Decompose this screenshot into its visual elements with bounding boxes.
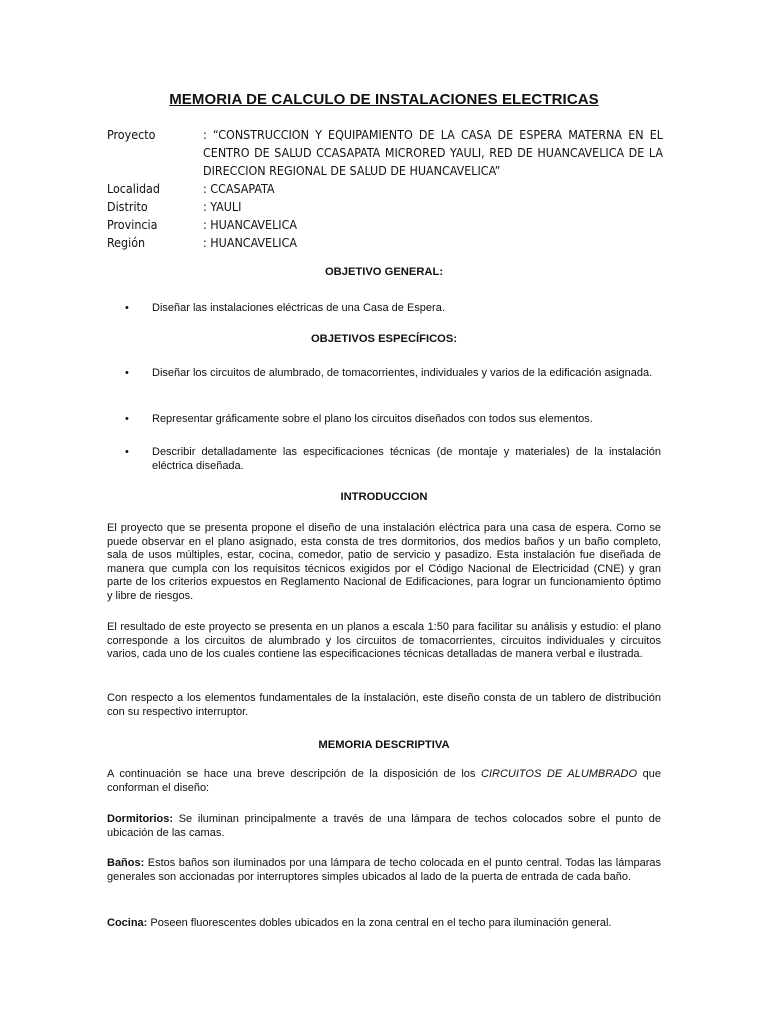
list-item-text: Representar gráficamente sobre el plano los circuitos diseñados con todos sus elementos.	[152, 413, 593, 425]
localidad-row	[107, 180, 663, 198]
provincia-row	[107, 216, 663, 234]
list-item-text: Describir detalladamente las especificaciones técnicas (de montaje y materiales) de la instalación eléctrica diseñada.	[152, 446, 661, 472]
list-item	[125, 446, 661, 473]
paragraph: A continuación se hace una breve descripción de la disposición de los CIRCUITOS DE ALUMBRADO que conforman el diseño:	[107, 768, 661, 794]
project-label: Proyecto	[107, 127, 156, 142]
region-label: Región	[107, 235, 146, 250]
introduccion-heading: INTRODUCCION	[340, 491, 428, 503]
description-item-cocina	[107, 917, 661, 931]
list-item	[125, 367, 661, 381]
provincia-value: : HUANCAVELICA	[203, 217, 297, 232]
paragraph: Con respecto a los elementos fundamentales de la instalación, este diseño consta de un tablero de distribución con su respectivo interruptor.	[107, 692, 661, 718]
list-item	[125, 302, 661, 316]
provincia-label: Provincia	[107, 217, 158, 232]
objetivos-especificos-heading: OBJETIVOS ESPECÍFICOS:	[310, 333, 458, 345]
distrito-value: : YAULI	[203, 199, 242, 214]
distrito-row	[107, 198, 663, 216]
list-item-text: Diseñar los circuitos de alumbrado, de tomacorrientes, individuales y varios de la edificación asignada.	[152, 367, 653, 379]
region-row	[107, 234, 663, 252]
project-value: : “CONSTRUCCION Y EQUIPAMIENTO DE LA CASA DE ESPERA MATERNA EN EL CENTRO DE SALUD CCASAPATA MICRORED YAULI, RED DE HUANCAVELICA DE LA DIRECCION REGIONAL DE SALUD DE HUANCAVELICA”	[203, 127, 663, 178]
bullet-icon: •	[125, 446, 129, 458]
item-text: Estos baños son iluminados por una lámpara de techo colocada en el punto central. Todas las lámparas generales son accionadas por interruptores simples ubicados al lado de la puerta de entrada de cada baño.	[107, 857, 661, 883]
bullet-icon: •	[125, 302, 129, 314]
description-item-banos	[107, 857, 661, 884]
paragraph: El proyecto que se presenta propone el diseño de una instalación eléctrica para una casa de espera. Como se puede observar en el plano asignado, esta consta de tres dormitorios, dos medios baños y un baño completo, sala de usos múltiples, estar, cocina, comedor, patio de servicio y pasadizo. Esta instalación fue diseñada de manera que cumpla con los requisitos técnicos exigidos por el Código Nacional de Electricidad (CNE) y gran parte de los criterios expuestos en Reglamento Nacional de Edificaciones, para lograr un funcionamiento óptimo y libre de riesgos.	[107, 522, 661, 602]
localidad-label: Localidad	[107, 181, 160, 196]
distrito-label: Distrito	[107, 199, 148, 214]
bullet-icon: •	[125, 367, 129, 379]
bullet-icon: •	[125, 413, 129, 425]
paragraph: El resultado de este proyecto se presenta en un planos a escala 1:50 para facilitar su análisis y estudio: el plano corresponde a los circuitos de alumbrado y los circuitos de tomacorrientes, circuitos individuales y circuitos varios, cada uno de los cuales contiene las especificaciones técnicas detalladas de manera verbal e ilustrada.	[107, 621, 661, 660]
region-value: : HUANCAVELICA	[203, 235, 297, 250]
document-title: MEMORIA DE CALCULO DE INSTALACIONES ELECTRICAS	[169, 91, 599, 108]
item-text: Se iluminan principalmente a través de una lámpara de techos colocados sobre el punto de ubicación de las camas.	[107, 813, 661, 839]
emphasis-text: CIRCUITOS DE ALUMBRADO	[481, 768, 638, 780]
objetivo-general-heading: OBJETIVO GENERAL:	[324, 266, 444, 278]
list-item-text: Diseñar las instalaciones eléctricas de una Casa de Espera.	[152, 302, 445, 314]
description-item-dormitorios	[107, 813, 661, 840]
item-term: Baños:	[107, 857, 145, 869]
localidad-value: : CCASAPATA	[203, 181, 275, 196]
memoria-descriptiva-heading: MEMORIA DESCRIPTIVA	[318, 739, 450, 751]
project-row	[107, 126, 663, 180]
item-term: Cocina:	[107, 917, 148, 929]
item-text: Poseen fluorescentes dobles ubicados en la zona central en el techo para iluminación general.	[147, 917, 612, 929]
list-item	[125, 413, 661, 427]
item-term: Dormitorios:	[107, 813, 173, 825]
project-info	[107, 126, 663, 252]
